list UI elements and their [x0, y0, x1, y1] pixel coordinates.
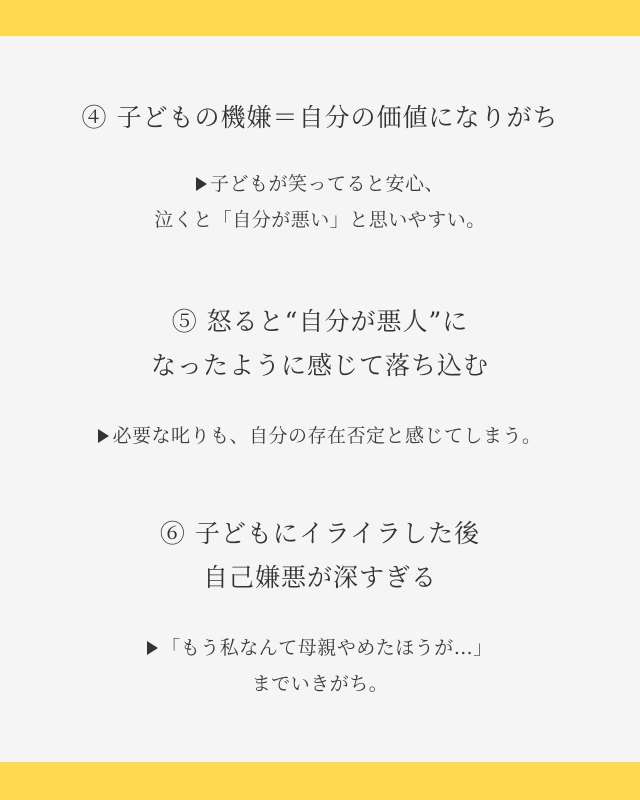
section-5-body-line-1: 必要な叱りも、自分の存在否定と感じてしまう。	[0, 418, 640, 454]
section-5	[0, 300, 640, 388]
section-5-heading-line-1: ⑤ 怒ると“自分が悪人”に	[171, 307, 469, 336]
bottom-yellow-band	[0, 762, 640, 800]
section-5-body	[0, 418, 640, 454]
section-5-heading	[0, 300, 640, 388]
triangle-right-icon	[98, 429, 109, 443]
section-6-heading	[0, 512, 640, 600]
section-4-body	[0, 166, 640, 238]
section-4-heading	[0, 96, 640, 140]
section-6-heading-line-2: 自己嫌悪が深すぎる	[202, 563, 437, 592]
triangle-right-icon	[147, 641, 158, 655]
section-5-heading-line-2: なったように感じて落ち込む	[150, 351, 489, 380]
section-4-heading-line-1: ④ 子どもの機嫌＝自分の価値になりがち	[81, 103, 559, 132]
section-4	[0, 96, 640, 140]
section-4-body-line-1: 子どもが笑ってると安心、	[0, 166, 640, 202]
section-6-body-line-2: までいきがち。	[251, 673, 389, 695]
section-6-body-line-1: 「もう私なんて母親やめたほうが…」	[0, 630, 640, 666]
section-4-body-line-2: 泣くと「自分が悪い」と思いやすい。	[154, 209, 486, 231]
section-6-body	[0, 630, 640, 702]
section-6	[0, 512, 640, 600]
section-6-heading-line-1: ⑥ 子どもにイライラした後	[159, 519, 481, 548]
triangle-right-icon	[196, 177, 207, 191]
top-yellow-band	[0, 0, 640, 36]
